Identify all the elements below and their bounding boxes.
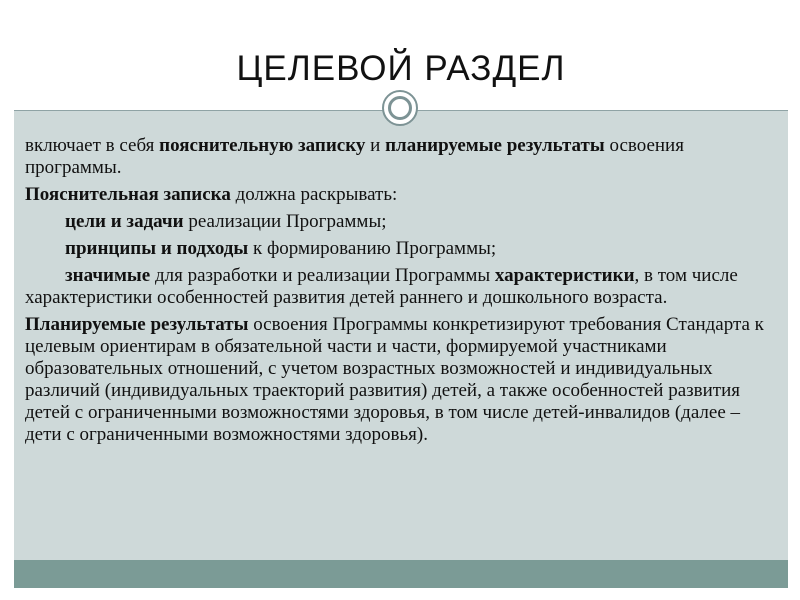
bold-term: цели и задачи xyxy=(65,211,184,232)
list-item-characteristics xyxy=(25,265,775,309)
paragraph-planned-results xyxy=(25,314,775,446)
paragraph-explanatory-note xyxy=(25,184,775,206)
footer-band xyxy=(14,560,788,588)
list-item-principles xyxy=(25,238,775,260)
text: для разработки и реализации Программы xyxy=(150,265,495,286)
text: , в том числе характеристики особенностей развития детей раннего и дошкольного возраста. xyxy=(25,265,738,308)
text: освоения Программы конкретизируют требования Стандарта к целевым ориентирам в обязательной части и части, формируемой участниками образовательных отношений, с учетом возрастных возможностей и индивидуальных различий (индивидуальных траекторий развития) детей, а также особенностей развития детей с ограниченными возможностями здоровья, в том числе детей-инвалидов (далее – дети с ограниченными возможностями здоровья). xyxy=(25,314,764,445)
bold-term: Пояснительная записка xyxy=(25,184,231,205)
text: включает в себя xyxy=(25,135,160,156)
text: к формированию Программы; xyxy=(248,238,497,259)
bold-term: характеристики xyxy=(494,265,635,286)
text: должна раскрывать: xyxy=(230,184,398,205)
list-item-goals xyxy=(25,211,775,233)
text: освоения программы. xyxy=(25,135,684,178)
circle-ornament-inner xyxy=(388,96,412,120)
bold-term: принципы и подходы xyxy=(65,238,249,259)
text: реализации Программы; xyxy=(183,211,387,232)
bold-term: значимые xyxy=(65,265,151,286)
bold-term: пояснительную записку xyxy=(159,135,366,156)
slide xyxy=(14,10,788,588)
bold-term: планируемые результаты xyxy=(385,135,605,156)
circle-ornament-icon xyxy=(382,90,418,126)
paragraph-intro xyxy=(25,135,775,179)
slide-title: ЦЕЛЕВОЙ РАЗДЕЛ xyxy=(236,49,566,88)
bold-term: Планируемые результаты xyxy=(25,314,249,335)
text: и xyxy=(365,135,386,156)
body-text xyxy=(25,135,775,451)
